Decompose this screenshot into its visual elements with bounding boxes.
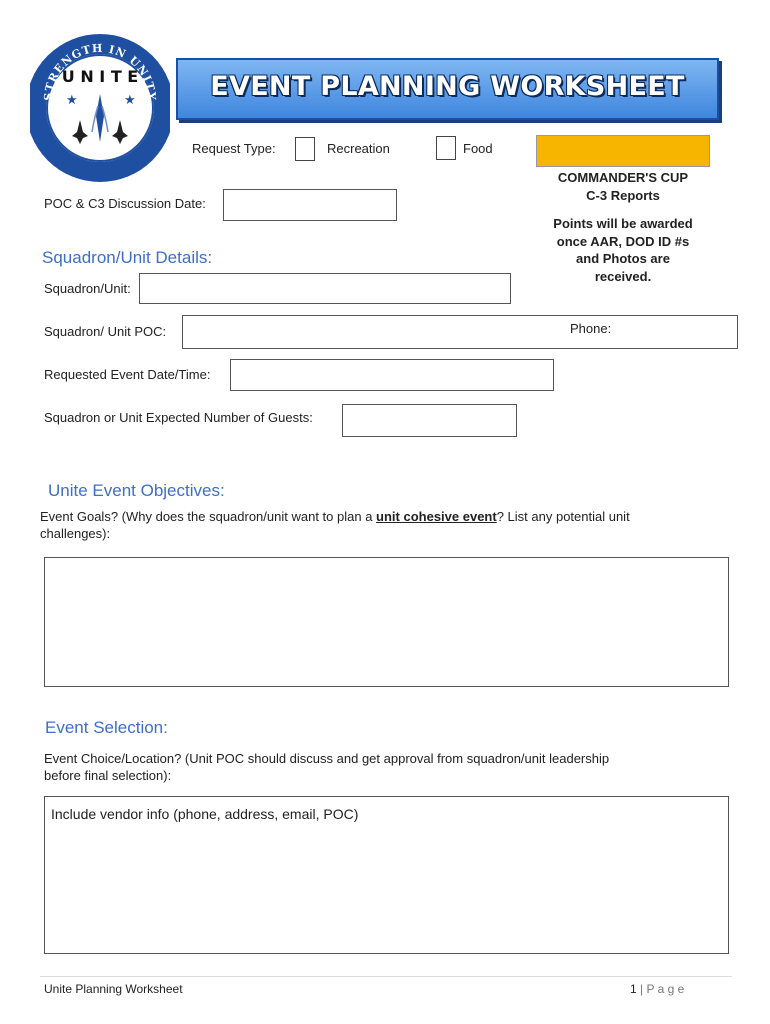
commanders-cup-line2: C-3 Reports — [586, 187, 660, 203]
objectives-question-suffix: ? List any potential unit — [496, 509, 630, 524]
objectives-heading: Unite Event Objectives: — [48, 481, 225, 500]
event-choice-textarea[interactable] — [44, 796, 729, 954]
page-label: | P a g e — [640, 982, 685, 996]
food-checkbox[interactable] — [436, 136, 456, 160]
event-datetime-label: Requested Event Date/Time: — [44, 367, 211, 382]
title-banner — [176, 58, 719, 120]
event-goals-textarea[interactable] — [44, 557, 729, 687]
logo-ring-bottom-text: ENHANCING RESILIENCY WITHIN THE AIR FORCE — [53, 131, 147, 159]
event-datetime-field[interactable] — [230, 359, 554, 391]
commanders-cup-highlight — [536, 135, 710, 167]
event-selection-question-line1: Event Choice/Location? (Unit POC should discuss and get approval from squadron/unit leadership — [44, 751, 610, 766]
recreation-option-label: Recreation — [327, 141, 390, 156]
squadron-poc-label: Squadron/ Unit POC: — [44, 324, 167, 339]
footer-title: Unite Planning Worksheet — [44, 982, 183, 996]
commanders-cup-points-note — [536, 215, 710, 285]
squadron-unit-label: Squadron/Unit: — [44, 281, 131, 296]
page-number: 1 — [630, 982, 637, 996]
guests-count-label: Squadron or Unit Expected Number of Guests: — [44, 410, 313, 425]
vendor-info-hint: Include vendor info (phone, address, email, POC) — [51, 806, 359, 822]
event-selection-heading: Event Selection: — [45, 718, 168, 737]
squadron-poc-field[interactable] — [182, 315, 738, 349]
logo-ring-top-text: STRENGTH IN UNITY — [41, 41, 159, 102]
footer-page-indicator — [630, 982, 684, 996]
squadron-details-heading: Squadron/Unit Details: — [42, 248, 213, 267]
objectives-question-emphasis: unit cohesive event — [376, 509, 497, 524]
points-note-line1: Points will be awarded — [553, 216, 693, 231]
star-icon: ★ — [124, 92, 136, 107]
objectives-question — [40, 508, 740, 542]
page-title: EVENT PLANNING WORKSHEET — [210, 71, 685, 102]
event-selection-question-line2: before final selection): — [44, 768, 172, 783]
request-type-label: Request Type: — [192, 141, 276, 156]
guests-count-field[interactable] — [342, 404, 517, 437]
poc-discussion-date-field[interactable] — [223, 189, 397, 221]
squadron-unit-field[interactable] — [139, 273, 511, 304]
recreation-checkbox[interactable] — [295, 137, 315, 161]
footer-divider — [40, 976, 732, 977]
event-selection-question — [44, 750, 734, 784]
unite-logo-emblem — [30, 20, 170, 185]
points-note-line3: and Photos are — [576, 251, 670, 266]
commanders-cup-line1: COMMANDER'S CUP — [557, 170, 689, 185]
food-option-label: Food — [463, 141, 493, 156]
unite-logo — [30, 20, 170, 185]
phone-label: Phone: — [570, 321, 612, 336]
commanders-cup-title — [536, 169, 710, 204]
logo-wordmark: U N I T E — [61, 67, 139, 86]
points-note-line2: once AAR, DOD ID #s — [556, 233, 690, 249]
objectives-question-prefix: Event Goals? (Why does the squadron/unit want to plan a — [40, 509, 377, 524]
objectives-question-line2: challenges): — [40, 526, 111, 541]
star-icon: ★ — [66, 92, 78, 107]
poc-discussion-date-label: POC & C3 Discussion Date: — [44, 196, 206, 211]
points-note-line4: received. — [594, 268, 652, 284]
